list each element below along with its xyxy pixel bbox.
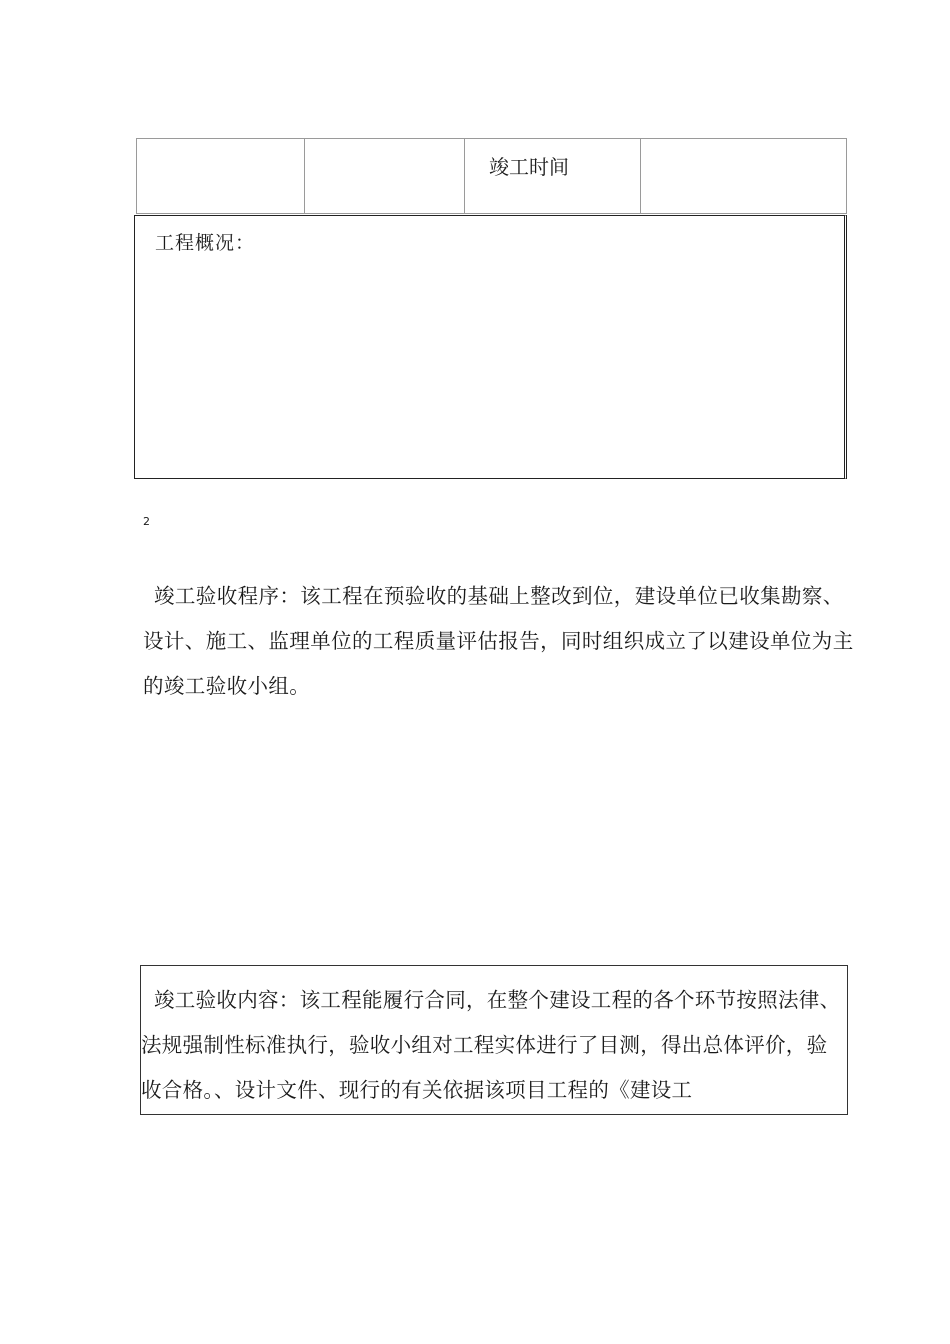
empty-cell (305, 139, 465, 214)
acceptance-content-box (140, 965, 848, 1115)
page-number: 2 (143, 515, 150, 528)
acceptance-content-paragraph: 竣工验收内容：该工程能履行合同，在整个建设工程的各个环节按照法律、法规强制性标准执行，验收小组对工程实体进行了目测，得出总体评价，验收合格。、设计文件、现行的有关依据该项目工程的《建设工 (141, 988, 841, 1102)
acceptance-procedure-paragraph: 竣工验收程序：该工程在预验收的基础上整改到位，建设单位已收集勘察、设计、施工、监理单位的工程质量评估报告，同时组织成立了以建设单位为主的竣工验收小组。 (143, 584, 854, 698)
project-info-table (136, 138, 847, 214)
project-overview-label: 工程概况： (155, 232, 256, 254)
empty-cell (137, 139, 305, 214)
completion-time-label: 竣工时间 (465, 139, 641, 214)
completion-time-value-cell (641, 139, 847, 214)
table-row (137, 139, 847, 214)
project-overview-box (134, 215, 847, 479)
